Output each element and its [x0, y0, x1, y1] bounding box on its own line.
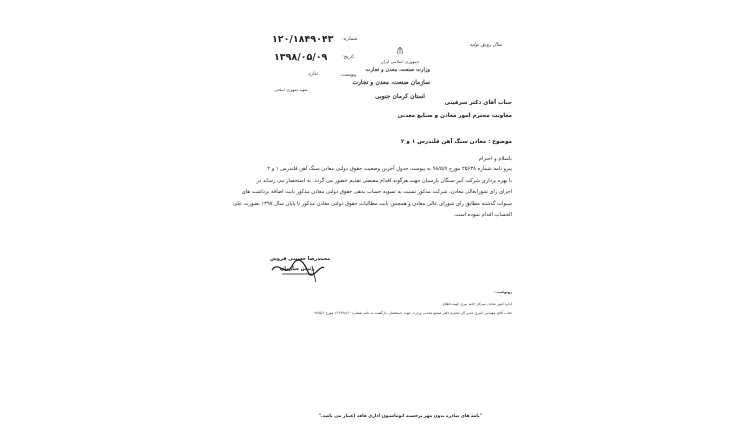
letter-date-value: ۱۳۹۸/۰۵/۰۹	[274, 52, 328, 63]
body-line: الحساب اقدام نموده است.	[453, 212, 512, 218]
organization-name: سازمان صنعت، معدن و تجارت	[352, 79, 430, 86]
footer-validity-note: "نامه های صادره بدون مهر برجسته اتوماسیون اداری فاقد اعتبار می باشد."	[318, 414, 482, 419]
letterhead-block	[352, 40, 430, 100]
letter-date-label: تاریخ:	[342, 54, 354, 60]
attachment-value: ندارد	[308, 71, 319, 77]
slogan-handwritten-note: سال رونق تولید	[469, 42, 502, 48]
ministry-name: وزارت صنعت، معدن و تجارت	[365, 67, 430, 73]
letter-body	[232, 166, 512, 220]
cc-line: جناب آقای مهندس امیری مدیر کل محترم دفتر صنایع معدنی وزارت جهت استحضار، بازگشت به نامه شماره ۱۲۶۹۷۸/۶۰ مورخ ۹۸/۵/۶	[314, 311, 512, 315]
letter-meta	[258, 34, 358, 82]
signatory-position: رئیس سازمان	[280, 266, 315, 272]
signature-block	[268, 252, 331, 282]
cc-label: رونوشت :	[494, 290, 512, 294]
department-caption: شهید جمهوری اسلامی	[274, 88, 308, 92]
body-line: با بهره برداری شرکت آبیر سنگان پارسیان جهت هرگونه اقدام مقتضی تقدیم حضور می گردد. به استحضار می رساند در	[256, 177, 512, 184]
addressee-title: معاونت محترم امور معادن و صنایع معدنی	[397, 113, 512, 119]
signatory-name: محمدرضا حسینی فروش	[270, 256, 331, 262]
body-line: اجرای رای شورایعالی معادن، شرکت مذکور نسبت به تسویه حساب بدهی حقوق دولتی معادن مذکور بابت اضافه برداشت های	[241, 189, 512, 195]
greeting: باسلام و احترام	[478, 156, 512, 162]
letter-number-value: ۱۲۰/۱۸۴۹۰۴۳	[272, 34, 334, 45]
subject-label: موضوع :	[488, 139, 512, 145]
cc-line: اداره امور معادن سرکار خانم نیری جهت اطلاع	[442, 302, 512, 306]
addressee-name: جناب آقای دکتر سرقینی	[444, 100, 512, 106]
body-line: سنوات گذشته مطابق رای شورای عالی معادن و همچنین بابت مطالبات حقوق دولتی معادن مذکور تا پایان سال ۱۳۹۷ بصورت علی	[232, 200, 512, 207]
iran-emblem-icon	[395, 47, 405, 55]
letter-number-label: شماره:	[342, 36, 358, 42]
province-name: استان کرمان جنوبی	[375, 93, 425, 100]
body-line: پیرو نامه شماره ۲۵۶۳۸ مورخ ۹۸/۵/۷ به پیوست جدول آخرین وضعیت حقوق دولتی معادن سنگ آهن قلندرس ۱ و ۲	[267, 166, 512, 172]
attachment-label: پیوست:	[340, 72, 357, 78]
letter-page	[232, 0, 512, 430]
subject-line	[401, 139, 512, 145]
subject-text: معادن سنگ آهن قلندرس ۱ و ۲	[401, 139, 487, 145]
emblem-caption: جمهوری اسلامی ایران	[380, 59, 420, 64]
